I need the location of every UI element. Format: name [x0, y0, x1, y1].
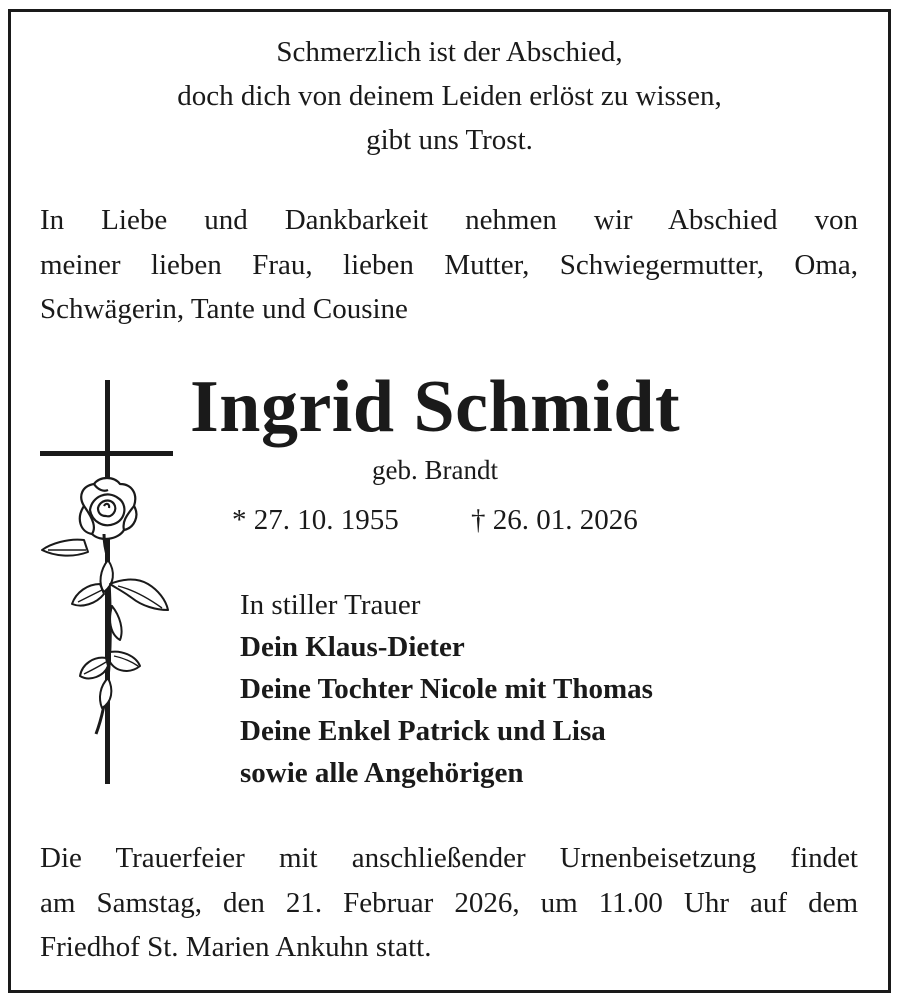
- ceremony-line: am Samstag, den 21. Februar 2026, um 11.00 Uhr auf dem: [40, 886, 858, 919]
- birth-name: geb. Brandt: [372, 455, 498, 485]
- mourner-name: Deine Tochter Nicole mit Thomas: [240, 673, 653, 705]
- verse: [0, 30, 899, 162]
- verse-line: doch dich von deinem Leiden erlöst zu wissen,: [177, 80, 722, 112]
- death-date: † 26. 01. 2026: [471, 504, 638, 536]
- ceremony-line: Friedhof St. Marien Ankuhn statt.: [40, 931, 432, 963]
- mourner-name: Deine Enkel Patrick und Lisa: [240, 715, 606, 747]
- intro-line: In Liebe und Dankbarkeit nehmen wir Abschied von: [40, 204, 858, 236]
- intro-line: Schwägerin, Tante und Cousine: [40, 293, 408, 325]
- mourners-block: [240, 584, 653, 794]
- ceremony-line: Die Trauerfeier mit anschließender Urnenbeisetzung findet: [40, 842, 858, 874]
- mourners-heading: In stiller Trauer: [240, 589, 421, 621]
- mourner-name: Dein Klaus-Dieter: [240, 631, 465, 663]
- intro-paragraph: [40, 198, 858, 332]
- verse-line: Schmerzlich ist der Abschied,: [276, 36, 623, 68]
- mourner-name: sowie alle Angehörigen: [240, 757, 524, 789]
- birth-date: * 27. 10. 1955: [232, 504, 399, 536]
- ceremony-paragraph: [40, 836, 858, 970]
- intro-line: meiner lieben Frau, lieben Mutter, Schwiegermutter, Oma,: [40, 248, 858, 281]
- cross-with-rose-icon: [38, 378, 178, 788]
- deceased-name: Ingrid Schmidt: [190, 366, 681, 448]
- verse-line: gibt uns Trost.: [366, 124, 533, 156]
